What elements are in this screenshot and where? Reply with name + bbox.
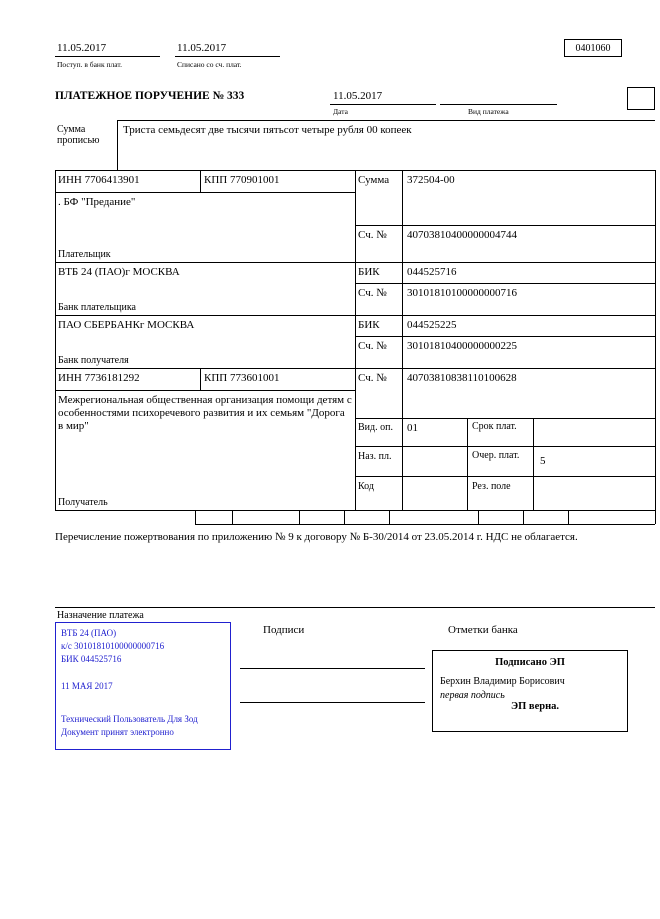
underline xyxy=(330,104,436,105)
payee-account-label: Сч. № xyxy=(358,372,387,384)
payer-bank-bik-value: 044525716 xyxy=(407,266,457,278)
payment-purpose-text: Перечисление пожертвования по приложению № 9 к договору № Б-30/2014 от 23.05.2014 г. НДС не облагается. xyxy=(55,531,578,543)
esign-signer-name: Берхин Владимир Борисович xyxy=(440,676,565,687)
sum-label: Сумма xyxy=(358,174,390,186)
divider-line xyxy=(467,418,468,510)
stamp-date: 11 МАЯ 2017 xyxy=(61,681,113,691)
payee-name: Межрегиональная общественная организация помощи детям с особенностями психоречевого развития и их семьям "Дорога в мир" xyxy=(58,394,352,432)
payee-bank-account-label: Сч. № xyxy=(358,340,387,352)
reserve-field-label: Рез. поле xyxy=(472,481,511,492)
divider-line xyxy=(402,170,403,510)
stamp-accepted-note: Документ принят электронно xyxy=(61,727,174,737)
payee-account-value: 40703810838110100628 xyxy=(407,372,517,384)
signature-line xyxy=(240,702,425,703)
border-line xyxy=(355,418,655,419)
signature-line xyxy=(240,668,425,669)
payee-bank-name: ПАО СБЕРБАНКг МОСКВА xyxy=(58,319,195,331)
border-line xyxy=(355,446,655,447)
received-in-bank-label: Поступ. в банк плат. xyxy=(57,60,122,69)
payee-bank-bik-value: 044525225 xyxy=(407,319,457,331)
border-line xyxy=(355,476,655,477)
payer-bank-name: ВТБ 24 (ПАО)г МОСКВА xyxy=(58,266,180,278)
signatures-heading: Подписи xyxy=(263,624,305,636)
stamp-bank-name: ВТБ 24 (ПАО) xyxy=(61,628,117,638)
border-line xyxy=(55,390,355,391)
esign-title: Подписано ЭП xyxy=(495,657,565,668)
payer-name: . БФ "Предание" xyxy=(58,196,136,208)
payment-purpose-label: Назначение платежа xyxy=(57,610,144,621)
pay-term-label: Срок плат. xyxy=(472,421,517,432)
debited-label: Списано со сч. плат. xyxy=(177,60,242,69)
divider-line xyxy=(200,170,201,192)
amount-words-label: Сумма прописью xyxy=(57,124,100,146)
sum-value: 372504-00 xyxy=(407,174,455,186)
divider-line xyxy=(478,510,479,524)
border-line xyxy=(55,170,56,510)
payer-account-label: Сч. № xyxy=(358,229,387,241)
code-label: Код xyxy=(358,481,374,492)
payer-bank-bik-label: БИК xyxy=(358,266,380,278)
border-line xyxy=(355,336,655,337)
esign-signature-kind: первая подпись xyxy=(440,690,505,701)
document-date: 11.05.2017 xyxy=(333,90,383,102)
stamp-corr-account: к/с 30101810100000000716 xyxy=(61,641,165,651)
form-code-box: 0401060 xyxy=(564,39,622,57)
border-line xyxy=(355,225,655,226)
stamp-bik: БИК 044525716 xyxy=(61,654,122,664)
divider-line xyxy=(344,510,345,524)
payee-bank-bik-label: БИК xyxy=(358,319,380,331)
bank-acceptance-stamp xyxy=(55,622,231,750)
payee-inn: ИНН 7736181292 xyxy=(58,372,140,384)
divider-line xyxy=(117,120,118,170)
payer-bank-account-value: 30101810100000000716 xyxy=(407,287,517,299)
divider-line xyxy=(355,170,356,510)
payee-bank-account-value: 30101810400000000225 xyxy=(407,340,517,352)
payer-bank-role-label: Банк плательщика xyxy=(58,302,136,313)
payee-kpp: КПП 773601001 xyxy=(204,372,280,384)
border-line xyxy=(195,524,655,525)
border-line xyxy=(655,170,656,524)
divider-line xyxy=(568,510,569,524)
border-line xyxy=(55,192,355,193)
divider-line xyxy=(195,510,196,524)
payer-inn: ИНН 7706413901 xyxy=(58,174,140,186)
payee-role-label: Получатель xyxy=(58,497,108,508)
received-in-bank-date: 11.05.2017 xyxy=(57,42,107,54)
document-title: ПЛАТЕЖНОЕ ПОРУЧЕНИЕ № 333 xyxy=(55,90,245,102)
op-type-value: 01 xyxy=(407,422,418,434)
border-line xyxy=(55,510,655,511)
esign-stamp xyxy=(432,650,628,732)
divider-line xyxy=(389,510,390,524)
underline xyxy=(175,56,280,57)
debited-date: 11.05.2017 xyxy=(177,42,227,54)
priority-label: Очер. плат. xyxy=(472,450,520,461)
payer-role-label: Плательщик xyxy=(58,249,111,260)
divider-line xyxy=(533,418,534,510)
status-box xyxy=(627,87,655,110)
border-line xyxy=(55,607,655,608)
payment-kind-label: Вид платежа xyxy=(468,107,509,116)
underline xyxy=(440,104,557,105)
date-label: Дата xyxy=(333,107,348,116)
payer-account-value: 40703810400000004744 xyxy=(407,229,517,241)
bank-marks-heading: Отметки банка xyxy=(448,624,518,636)
divider-line xyxy=(299,510,300,524)
border-line xyxy=(118,120,655,121)
divider-line xyxy=(523,510,524,524)
payee-bank-role-label: Банк получателя xyxy=(58,355,129,366)
esign-verified-note: ЭП верна. xyxy=(511,701,560,712)
purpose-code-label: Наз. пл. xyxy=(358,451,392,462)
amount-words-value: Триста семьдесят две тысячи пятьсот четыре рубля 00 копеек xyxy=(123,124,412,136)
op-type-label: Вид. оп. xyxy=(358,422,393,433)
border-line xyxy=(355,283,655,284)
divider-line xyxy=(200,368,201,390)
payer-bank-account-label: Сч. № xyxy=(358,287,387,299)
divider-line xyxy=(232,510,233,524)
priority-value: 5 xyxy=(540,455,546,467)
stamp-operator: Технический Пользователь Для Зод xyxy=(61,714,198,724)
underline xyxy=(55,56,160,57)
payer-kpp: КПП 770901001 xyxy=(204,174,280,186)
